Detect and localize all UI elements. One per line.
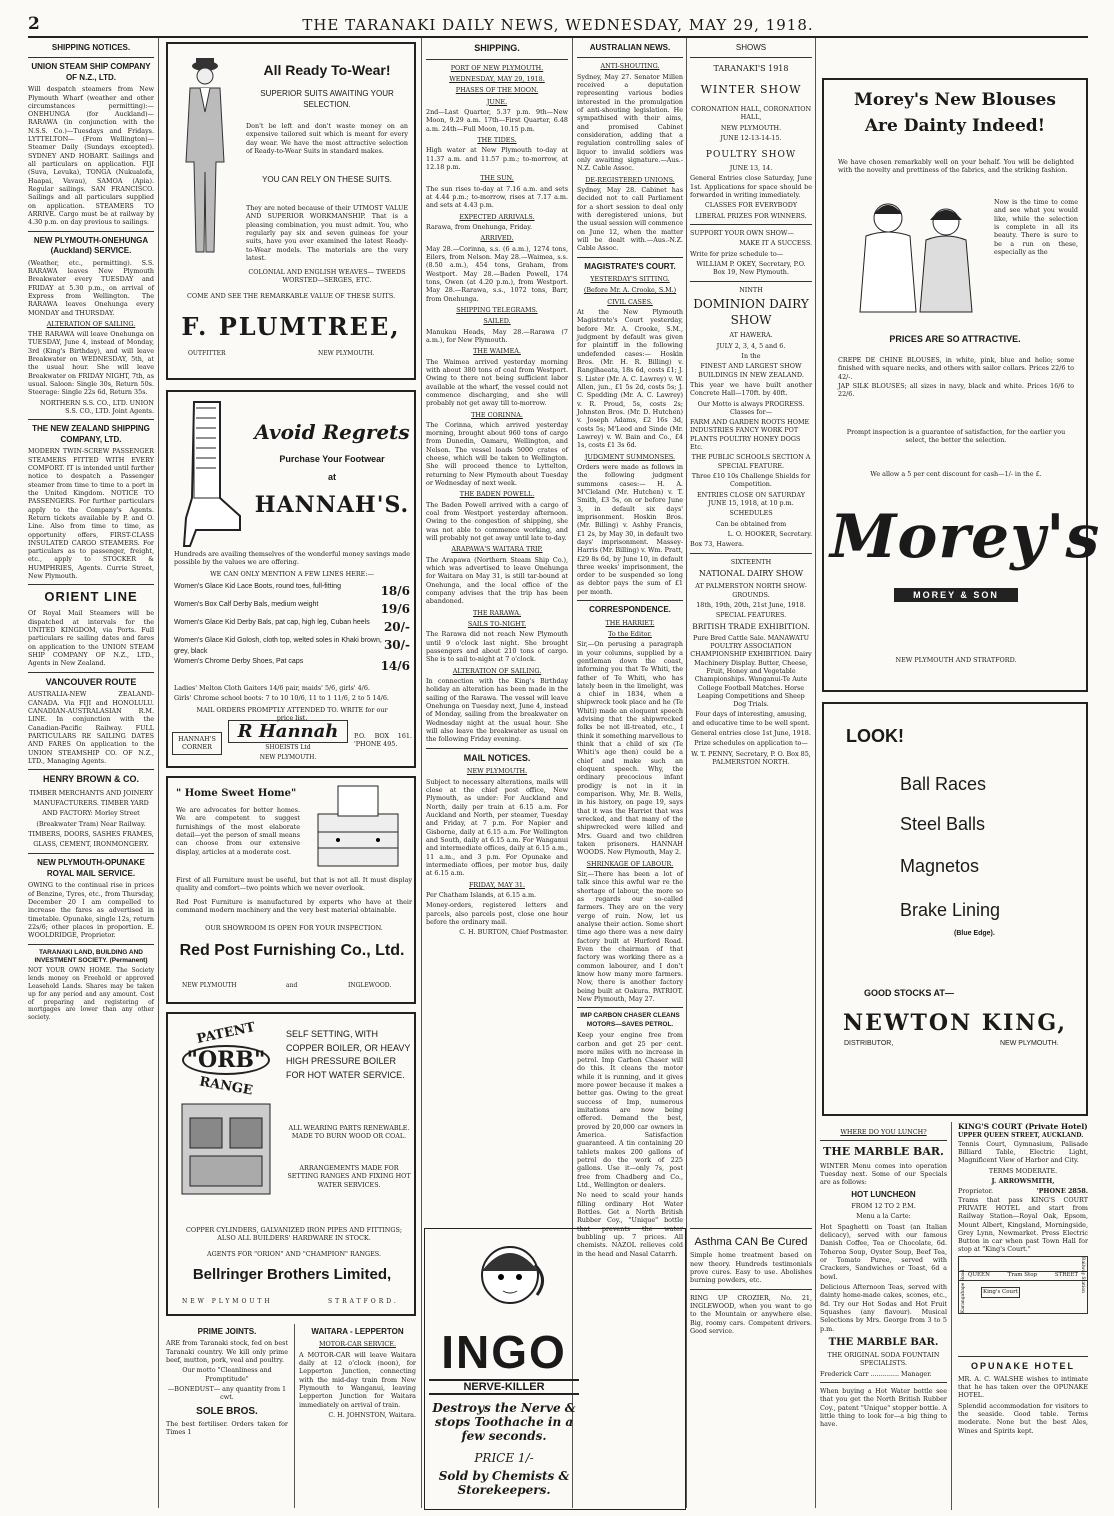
orb-range: RANGE <box>198 1074 254 1099</box>
judgment-body: Orders were made as follows in the following judgment summons cases:— H. A. M'Cleland (Mr. Hutchen) v. T. Smith, £3 5s, on or before June 3, in default six days' imprisonment. Hoskin Bros. (Mr. Billing) v. Ashby Francis, £1 2s, by May 30, in default two days' imprisonment. Massey-Harris (Mr. Billing) v. Wm. Pratt, £29 8s 6d, by June 10, in default three weeks' imprisonment, the order to be suspended so long as debtor pays the sum of £1 per month. <box>577 462 683 596</box>
redpost-body3: Red Post Furniture is manufactured by experts who have at their command modern machinery and the very best material obtainable. <box>176 898 412 915</box>
national-dates: 18th, 19th, 20th, 21st June, 1918. <box>696 601 806 610</box>
manager: Frederick Carr .............. Manager. <box>820 1369 932 1378</box>
prime-heading: PRIME JOINTS. <box>197 1327 257 1336</box>
rarawa-body: The Rarawa did not reach New Plymouth until 9 o'clock last night. She brought passengers and about 210 tons of cargo. She is to sail to-night at 7 o'clock. <box>426 630 568 664</box>
waitara-sub: MOTOR-CAR SERVICE. <box>319 1340 396 1349</box>
opunake-body: MR. A. C. WALSHE wishes to intimate that he has taken over the OPUNAKE HOTEL. <box>958 1374 1088 1400</box>
redpost-showroom: OUR SHOWROOM IS OPEN FOR YOUR INSPECTION. <box>205 924 383 932</box>
hot-water-bottle: When buying a Hot Water bottle see that you get the North British Rubber Coy., patent "Unique" stopper bottle. A little thing to look for—a big thing to have. <box>820 1386 947 1429</box>
hannah-h2: Purchase Your Footwear <box>279 454 385 464</box>
winter-menu: WINTER Menu comes into operation Tuesday next. Some of our Specials are as follows: <box>820 1161 947 1187</box>
taranaki-1918: TARANAKI'S 1918 <box>713 64 789 74</box>
sole-bros: SOLE BROS. <box>196 1405 258 1417</box>
waitara-body: A MOTOR-CAR will leave Waitara daily at 12 o'clock (noon), for Lepperton Junction, connecting with the mid-day train from New Plymouth to Wanganui, leaving Lepperton Junction for Waitara immediately on arrival of train. <box>299 1350 416 1409</box>
port-date: WEDNESDAY, MAY 29, 1918. <box>449 75 545 84</box>
plumtree-place: NEW PLYMOUTH. <box>318 350 375 357</box>
before-magistrate: (Before Mr. A. Crooke, S.M.) <box>583 286 677 295</box>
alteration-body: THE RARAWA will leave Onehunga on TUESDAY, June 4, instead of Monday, 3rd (King's Birthday), and will leave Breakwater on WEDNESDAY, 5th, at the usual hour. She will leave Breakwater on FRIDAY NIGHT, 7th, as usual. Saloon: Single 30s, Return 50s. Steerage: Single 22s 6d, Return 35s. <box>28 330 154 397</box>
opunake-mail-body: OWING to the continual rise in prices of Benzine, Tyres, etc., from Thursday, December 20 I am compelled to increase the fares as advertised in timetable. Opunake, single 12s, return 22s/6; other places in proportion. E. WOOLDRIDGE, Proprietor. <box>28 881 154 940</box>
shrinkage-title: SHRINKAGE OF LABOUR. <box>586 859 674 868</box>
expected-body: Rarawa, from Onehunga, Friday. <box>426 222 533 231</box>
soda-specialists: THE ORIGINAL SODA FOUNTAIN SPECIALISTS. <box>827 1350 940 1368</box>
ingo-sold: Sold by Chemists & Storekeepers. <box>438 1469 570 1497</box>
anti-shouting-body: Sydney, May 27. Senator Millen received a deputation representing various bodies interested in the promulgation of anti-shouting legislation. He sympathised with their aims, and promised Cabinet consideration, adding that a regulation controlling sales of liquor to invalid soldiers was only awaiting signature.—Aus.-N.Z. Cable Assoc. <box>577 72 683 173</box>
concrete-hall: This year we have built another Concrete Hall—170ft. by 40ft. <box>690 380 812 398</box>
henry-brown-body: TIMBER MERCHANTS AND JOINERY MANUFACTURERS. TIMBER YARD AND FACTORY: Morley Street (Breakwater Tram) Near Railway. TIMBERS, DOORS, SASHES FRAMES, GLASS, CEMENT, IRONMONGERY. <box>28 788 154 849</box>
newspaper-title: THE TARANAKI DAILY NEWS, WEDNESDAY, MAY 29, 1918. <box>302 16 814 34</box>
liberal-prizes: LIBERAL PRIZES FOR WINNERS. <box>695 211 807 220</box>
look-heading: LOOK! <box>846 726 904 746</box>
crozier-ad: RING UP CROZIER, No. 21, INGLEWOOD, when you want to go to the Mountain or anywhere else. Big, roomy cars. Competent drivers. Good service. <box>690 1293 812 1335</box>
land-society-body: NOT YOUR OWN HOME. The Society lends money on Freehold or approved Leasehold Lands. Shares may be taken up for any period and any amount. Cost of preparing and registering of mortgages are lower than any other society. <box>28 967 154 1022</box>
page-number: 2 <box>28 14 40 34</box>
harriet-letter: Sir,—On perusing a paragraph in your columns, supplied by a gentleman down the coast, informing you that Te Whiti, the father of Te Whiti, who has lately been in the limelight, was a chief in 1834, when a shipwreck took place and he (Te Whiti) made an eloquent speech advising that the shipwrecked folks be not ill-treated, etc., I think it something marvellous to think that a child of six (Te Whiti's age then) could be a chief and make such an eloquent speech. Why, the ordinary precocious infant prodigy is not in it in comparison. Why, Mr. B. Wells, in his history, on page 19, says that it was the Harriet that was wrecked, and that many of the shipwrecked were killed and Mrs. Guard and two children taken prisoners. HANNAH WOODS. New Plymouth, May 2. <box>577 640 683 857</box>
distributor: DISTRIBUTOR, <box>844 1040 894 1047</box>
kings-court-proprietor-name: J. ARROWSMITH, <box>991 1176 1055 1185</box>
orb-logo: "ORB" <box>182 1045 270 1075</box>
sun-title: THE SUN. <box>480 174 514 183</box>
moreys-intro: We have chosen remarkably well on your behalf. You will be delighted with the novelty and prettiness of the fabrics, and the striking fashion. <box>838 158 1074 175</box>
price-row: Women's Glace Kid Lace Boots, round toes, full-fitting 18/6 <box>174 583 410 598</box>
okey-secretary: WILLIAM P. OKEY, Secretary, P.O. Box 19, New Plymouth. <box>696 260 806 277</box>
tides-title: THE TIDES. <box>477 135 517 144</box>
moreys-prompt: Prompt inspection is a guarantee of satisfaction, for the earlier you select, the better the selection. <box>846 428 1066 445</box>
orb-heading: SELF SETTING, WITH COPPER BOILER, OR HEAVY HIGH PRESSURE BOILER FOR HOT WATER SERVICE. <box>286 1029 411 1080</box>
proprietor-label: Proprietor. <box>958 1187 993 1196</box>
map-queen: QUEEN <box>967 1271 990 1278</box>
prime-motto: Our motto "Cleanliness and Promptitude" <box>182 1366 272 1383</box>
deregistered-title: DE-REGISTERED UNIONS. <box>585 175 675 184</box>
hannah-h1: Avoid Regrets <box>254 420 410 444</box>
bellringer-name: Bellringer Brothers Limited, <box>192 1266 392 1283</box>
ad-orb-range <box>166 1012 416 1316</box>
ad-red-post <box>166 776 416 1004</box>
mail-body: Subject to necessary alterations, mails will close at the chief post office, New Plymouth, as under: For Auckland and North, daily per train at 6.15 a.m. For Auckland and North, per steamer, Tuesday and Friday, at 7 p.m. For Napier and Gisborne, daily at 6.15 a.m. For Wellington and South, daily at 6.15 a.m. For Wanganui and intermediate offices, daily at 6.15 a.m., 11 a.m., and 3 p.m. For Opunake and intermediate offices, per motor bus, daily at 6.15 a.m. <box>426 777 568 878</box>
redpost-body2: First of all Furniture must be useful, but that is not all. It must display quality and comfort—two points which we never overlook. <box>176 876 412 893</box>
kings-court-terms: TERMS MODERATE. <box>988 1166 1058 1175</box>
feature-list: Pure Bred Cattle Sale. MANAWATU POULTRY ASSOCIATION CHAMPIONSHIP EXHIBITION. Dairy Machinery Display. Butter, Cheese, Fruit, Honey and Vegetable Championships. Wanganui-Te Aute College Football Matches. Horse Leaping Competitions and Sheep Dog Trials. <box>690 633 812 709</box>
mail-np: NEW PLYMOUTH. <box>466 767 528 776</box>
masthead <box>28 14 1088 38</box>
kings-court-trams: Trams that pass KING'S COURT PRIVATE HOTEL and start from Railway Station—Royal Oak, Epsom, Mount Albert, Kingsland, Morningside, Grey Lynn, Newmarket. Press Electric Button in car when past Town Hall for stop at "King's Court." <box>958 1195 1088 1254</box>
to-the-editor: To the Editor. <box>608 629 652 638</box>
plumtree-outfitter: OUTFITTER <box>188 350 226 357</box>
section-header: SHIPPING NOTICES. <box>51 43 131 52</box>
schools-section: THE PUBLIC SCHOOLS SECTION A SPECIAL FEATURE. <box>691 453 811 470</box>
shipping-header: SHIPPING. <box>474 43 520 53</box>
deregistered-body: Sydney, May 28. Cabinet has decided not to call Parliament for a short session to deal only with deregistered unions, but the usual session will commence on June 12, when the matter will be dealt with.—Aus.-N.Z. Cable Assoc. <box>577 185 683 253</box>
hannah-corner: HANNAH'S CORNER <box>172 732 222 755</box>
price-row: Women's Box Calf Derby Bals, medium weight 19/6 <box>174 601 410 616</box>
correspondence-title: CORRESPONDENCE. <box>589 605 671 615</box>
hannah-name: HANNAH'S. <box>254 492 410 518</box>
plumtree-come: COME AND SEE THE REMARKABLE VALUE OF THESE SUITS. <box>187 292 395 300</box>
shows-np: NEW PLYMOUTH. <box>720 123 782 132</box>
orient-body: Of Royal Mail Steamers will be dispatched at intervals for the UNITED KINGDOM, via Ports. Full particulars re sailing dates and fares on application to the UNION STEAM SHIP COMPANY OF N.Z., LTD., Agents in New Zealand. <box>28 609 154 668</box>
luncheon-hours: FROM 12 TO 2 P.M. <box>851 1202 916 1210</box>
column-shows <box>690 40 812 1226</box>
class-list: FARM AND GARDEN ROOTS HOME INDUSTRIES FANCY WORK POT PLANTS POULTRY HONEY DOGS Etc. <box>690 418 810 452</box>
redpost-place1: NEW PLYMOUTH <box>182 982 237 989</box>
sun-body: The sun rises to-day at 7.16 a.m. and sets at 4.44 p.m.; to-morrow, rises at 7.17 a.m. and sets at 4.43 p.m. <box>426 184 568 210</box>
palmerston-north-grounds: AT PALMERSTON NORTH SHOW-GROUNDS. <box>695 582 807 599</box>
column-rule <box>158 38 159 1508</box>
friday-title: FRIDAY, MAY 31. <box>468 880 526 889</box>
tides-body: High water at New Plymouth to-day at 11.37 a.m. and 11.57 p.m.; to-morrow, at 12.18 p.m. <box>426 146 568 171</box>
telegrams-title: SHIPPING TELEGRAMS. <box>456 305 538 314</box>
moreys-side: Now is the time to come and see what you would like, while the selection is complete in all its beauty. There is sure to be a run on these, especially as the <box>994 198 1078 256</box>
hot-water-bottle-note: No need to scald your hands filling ordinary Hot Water Bottles. Get a North British Rubber Coy., "Unique" bottle that prevents the water bubbling up. 7 prices. All chemists. NAZOL relieves cold in the head and Nasal Catarrh. <box>577 1191 683 1258</box>
orb-text4: AGENTS FOR "ORION" AND "CHAMPION" RANGES. <box>206 1250 381 1258</box>
baden-powell-body: The Baden Powell arrived with a cargo of coal from Westport yesterday afternoon. Owing to the congestion of shipping, she was not able to commence working, and will probably not get away until late to-day. <box>426 500 568 543</box>
map-tram-stop: Tram Stop <box>1007 1271 1038 1278</box>
column-news <box>577 40 683 1258</box>
map-street: STREET <box>1054 1271 1079 1278</box>
bellringer-place1: NEW PLYMOUTH <box>182 1298 273 1305</box>
vancouver-body: AUSTRALIA-NEW ZEALAND-CANADA. Via FIJI and HONOLULU. CANADIAN-AUSTRALASIAN R.M. LINE. In conjunction with the Canadian-Pacific Railway. FULL PARTICULARS RE SAILING DATES AND FARES On application to the UNION STEAMSHIP CO. OF N.Z., LTD., Managing Agents. <box>28 690 154 765</box>
harriet-title: THE HARRIET. <box>605 618 655 627</box>
hannah-po-box: P.O. BOX 161. 'PHONE 495. <box>354 732 412 749</box>
support-show: SUPPORT YOUR OWN SHOW— <box>690 229 794 238</box>
moon-phases: 2nd—Last Quarter, 5.37 p.m. 9th—New Moon, 9.29 a.m. 17th—First Quarter, 6.48 a.m. 24th—Full Moon, 10.15 p.m. <box>426 108 568 133</box>
plumtree-body2: They are noted because of their UTMOST VALUE AND SUPERIOR WORKMANSHIP. That is a pleasing combination, you must admit. You, who regularly pay six and seven guineas for your suits, have you ever examined the latest Ready-to-Wear models. The materials are the very latest. <box>246 204 408 262</box>
hannah-price-list <box>174 582 410 675</box>
alteration-sailing-body: In connection with the King's Birthday holiday an alteration has been made in the sailing of the Rarawa. The vessel will leave Onehunga on Tuesday next, June 4, instead of Monday, sailing from the breakwater on Wednesday night at the usual hour. She will also leave the breakwater as usual on the following Friday evening. <box>426 677 568 744</box>
bellringer-place2: STRATFORD. <box>328 1298 399 1305</box>
special-features: SPECIAL FEATURES. <box>715 611 787 620</box>
dresser-illustration <box>308 784 408 872</box>
shrinkage-letter: Sir,—There has been a lot of talk since this awful war re the shortage of labour, the more so as regards our so-called farmers. They are on the very verge of ruin. Now, let us analyse their action. Some short time ago there was a new dairy factory built at Hurford Road. Even the chairman of that factory was working there as a common labourer, and I don't know how many more farmers. Now, there is another factory being built at Oakura. PATRIOT. New Plymouth, May 27. <box>577 870 683 1003</box>
dairy-dates: JULY 2, 3, 4, 5 and 6. <box>716 341 786 350</box>
good-stocks: GOOD STOCKS AT— <box>864 988 954 998</box>
kings-court-name: KING'S COURT (Private Hotel) <box>958 1122 1088 1131</box>
redpost-body: We are advocates for better homes. We are competent to suggest furnishings of the most elaborate detail—yet the person of small means can choose from our extensive display, articles at a moderate cost. <box>176 806 300 856</box>
arrived-body: May 28.—Corinna, s.s. (6 a.m.), 1274 tons, Eilers, from Nelson. May 28.—Waimea, s.s. (8.50 a.m.), 454 tons, Graham, from Westport. May 28.—Baden Powell, 174 tons, Owen (at 4.20 p.m.), from Westport. May 28.—Rarawa, s.s., 1072 tons, Barr, from Onehunga. <box>426 244 568 303</box>
baden-powell-title: THE BADEN POWELL. <box>459 490 535 499</box>
opunake-hotel-name: OPUNAKE HOTEL <box>970 1361 1075 1371</box>
moreys-jap: JAP SILK BLOUSES; all sizes in navy, black and white. Prices 16/6 to 22/6. <box>838 382 1074 399</box>
imp-carbon-title: IMP CARBON CHASER CLEANS MOTORS—SAVES PETROL. <box>580 1012 680 1028</box>
poultry-show: POULTRY SHOW <box>705 150 797 161</box>
ingo-nerve-killer: NERVE-KILLER <box>429 1379 579 1395</box>
moreys-place: NEW PLYMOUTH AND STRATFORD. <box>895 656 1017 664</box>
plumtree-sub2: YOU CAN RELY ON THESE SUITS. <box>262 175 392 184</box>
money-orders-body: Money-orders, registered letters and parcels, also parcels post, close one hour before the ordinary mail. <box>426 901 568 926</box>
arapawa-body: The Arapawa (Northern Steam Ship Co.), which was advertised to leave Onehunga for Waitara on May 31, is still tar-bound at Onehunga, and the local office of the company advises that the trip has been abandoned. <box>426 555 568 606</box>
plumtree-lines: COLONIAL AND ENGLISH WEAVES— TWEEDS WORSTED—SERGES, ETC. <box>248 268 406 285</box>
ad-newton-king <box>822 702 1088 1116</box>
sixteenth: SIXTEENTH <box>730 557 772 566</box>
price-row: Women's Glace Kid Derby Bals, pat cap, high leg, Cuban heels 20/- <box>174 619 410 634</box>
land-society-title: TARANAKI LAND, BUILDING AND INVESTMENT SOCIETY. (Permanent) <box>34 948 148 964</box>
make-it-success: MAKE IT A SUCCESS. <box>739 239 812 248</box>
opunake-body2: Splendid accommodation for visitors to the seaside. Good table. Terms moderate. None but the best Ales, Wines and Spirits kept. <box>958 1401 1088 1435</box>
orb-text1: ALL WEARING PARTS RENEWABLE. MADE TO BURN WOOD OR COAL. <box>288 1124 410 1141</box>
ad-kings-court <box>958 1122 1088 1346</box>
alteration-sailing-title: ALTERATION OF SAILING. <box>452 666 542 675</box>
redpost-and: and <box>286 982 298 989</box>
judgment-title: JUDGMENT SUMMONSES. <box>584 452 676 461</box>
orient-title: ORIENT LINE <box>44 589 138 605</box>
ingo-price: PRICE 1/- <box>474 1451 534 1465</box>
port-title: PORT OF NEW PLYMOUTH. <box>450 63 544 72</box>
prime-tail: The best fertiliser. Orders taken for Times 1 <box>166 1419 288 1437</box>
hannah-place: NEW PLYMOUTH. <box>259 754 317 761</box>
hannah-line2: Girls' Chrome school boots: 7 to 10 10/6, 11 to 1 11/6, 2 to 5 14/6. <box>174 694 389 702</box>
redpost-heading: " Home Sweet Home" <box>176 788 297 799</box>
plumtree-sub1: SUPERIOR SUITS AWAITING YOUR SELECTION. <box>260 89 394 110</box>
where-lunch: WHERE DO YOU LUNCH? <box>840 1128 927 1136</box>
moreys-logo: Morey's <box>830 502 1101 572</box>
sailed-title: SAILED. <box>483 317 511 326</box>
column-rule <box>421 38 422 1508</box>
ad-moreys <box>822 78 1101 692</box>
expected-title: EXPECTED ARRIVALS. <box>459 212 535 221</box>
opunake-mail-title: NEW PLYMOUTH-OPUNAKE ROYAL MAIL SERVICE. <box>37 858 145 878</box>
schedules: SCHEDULES <box>729 509 773 518</box>
civil-cases-body: At the New Plymouth Magistrate's Court yesterday, before Mr. A. Crooke, S.M., judgment by default was given for plaintiff in the following undefended cases:— Hoskin Bros. (Mr. H. R. Billing) v. Rangihaeata, 18s 6d, costs £1; J. S. Lister (Mr. A. C. Lawrey) v. W. Allen, jun., £1 5s 2d, costs 5s; J. C. Spedding (Mr. A. C. Lawrey) v. R. Proud, 5s, costs 2s; Johnston Bros. (Mr. D. Hutchen) v. Joseph Adams, £2 16s 3d, costs 5s; M'Leod and Sinde (Mr. Lawrey) v. W. Bain and Co., £4 1s, costs £1 3s 6d. <box>577 307 683 450</box>
stove-icon <box>174 1094 278 1204</box>
sailed-body: Manukau Heads, May 28.—Rarawa (7 a.m.), for New Plymouth. <box>426 327 568 344</box>
hooker-secretary: L. O. HOOKER, Secretary. <box>727 530 812 539</box>
hot-luncheon: HOT LUNCHEON <box>851 1189 916 1199</box>
kings-court-address: UPPER QUEEN STREET, AUCKLAND. <box>958 1131 1084 1139</box>
rarawa-sub: SAILS TO-NIGHT. <box>467 620 527 629</box>
ad-plumtree <box>166 42 416 380</box>
dominion-dairy-show: DOMINION DAIRY SHOW <box>693 297 809 327</box>
girl-with-toothache-illustration <box>465 1235 555 1325</box>
chatham-body: Per Chatham Islands, at 6.15 a.m. <box>426 890 537 899</box>
column-rule <box>686 38 687 1508</box>
nz-shipping-body: MODERN TWIN-SCREW PASSENGER STEAMERS FITTED WITH EVERY COMFORT. IT is intended until further notice to despatch a Passenger steamer from time to time to a port in the United Kingdom. NOTICE TO PASSENGERS. For further particulars apply to the Company's Agents. Return tickets available by P. and O. Line. Also from time to time, as opportunity offers, FIRST-CLASS INSULATED CARGO STEAMERS. For particulars as to passenger, freight, etc., apply to STOCKER & HUMPHRIES, Agents. Currie Street, New Plymouth. <box>28 447 154 581</box>
winter-show: WINTER SHOW <box>700 82 802 96</box>
four-days: Four days of interesting, amusing, and educative time to be well spent. <box>692 710 810 727</box>
nz-shipping-title: THE NEW ZEALAND SHIPPING COMPANY, LTD. <box>32 424 150 444</box>
redpost-place2: INGLEWOOD. <box>348 982 392 989</box>
magistrates-court-title: MAGISTRATE'S COURT. <box>584 261 676 271</box>
entries-close: ENTRIES CLOSE ON SATURDAY JUNE 15, 1918, at 10 p.m. <box>696 490 806 508</box>
joint-agents: NORTHERN S.S. CO., LTD. UNION S.S. CO., LTD. Joint Agents. <box>40 398 154 416</box>
asthma-body: Simple home treatment based on new theory. Hundreds testimonials prove cures. Easy to use. Abolishes burning powders, etc. <box>690 1251 812 1285</box>
moreys-son: MOREY & SON <box>894 588 1018 602</box>
hannah-signature: R Hannah <box>228 720 348 743</box>
arapawa-title: ARAPAWA'S WAITARA TRIP. <box>451 545 543 554</box>
marble-bar-name: THE MARBLE BAR. <box>823 1145 944 1159</box>
shows-header: SHOWS <box>735 43 767 52</box>
moon-month: JUNE. <box>486 97 508 106</box>
ad-waitara-motor <box>294 1324 416 1508</box>
menu-body: Hot Spaghetti on Toast (an Italian delicacy), served with our famous Danish Coffee, Tea or Chocolate, 6d. Toheroa Soup, Oyster Soup, Beef Tea, or Tomato Puree, served with Crackers, Sandwiches or Toast, 6d a bowl. <box>820 1222 947 1281</box>
mail-notices-title: MAIL NOTICES. <box>463 752 531 763</box>
orb-text3: COPPER CYLINDERS, GALVANIZED IRON PIPES AND FITTINGS; ALSO ALL BUILDERS' HARDWARE IN STOCK. <box>185 1226 402 1243</box>
australian-news-header: AUSTRALIAN NEWS. <box>589 43 671 52</box>
ad-marble-bar <box>820 1122 952 1510</box>
general-entries: General Entries close Saturday, June 1st. Applications for space should be forwarded in writing immediately. <box>690 174 812 200</box>
hannah-shoeists: SHOEISTS Ltd <box>265 744 311 751</box>
prime-bonedust: —BONEDUST— any quantity from 1 cwt. <box>167 1385 287 1402</box>
moreys-h2: Are Dainty Indeed! <box>864 116 1046 136</box>
column-rule <box>815 38 816 1508</box>
plumtree-body1: Don't be left and don't waste money on an expensive tailored suit which is meant for every day wear. We have the most attractive selection of Ready-to-Wear Suits in standard makes. <box>246 122 408 155</box>
asthma-heading: Asthma CAN Be Cured <box>694 1236 808 1248</box>
penny-secretary: W. T. PENNY, Secretary, P. O. Box 85, PALMERSTON NORTH. <box>691 749 811 767</box>
price-row: Women's Chrome Derby Shoes, Pat caps 14/6 <box>174 658 410 673</box>
obtained-from: Can be obtained from <box>715 519 787 528</box>
item-brake-lining: Brake Lining <box>900 900 1001 920</box>
map-kings-court: King's Court <box>981 1287 1020 1298</box>
kings-court-body: Tennis Court, Gymnasium, Palisade Billiard Table, Electric Light, Magnificent View of Harbor and City. <box>958 1139 1088 1165</box>
item-magnetos: Magnetos <box>900 856 980 876</box>
map-railway: Railway Station <box>1080 1256 1085 1293</box>
write-schedule: Write for prize schedule to— <box>690 249 784 258</box>
ingo-destroys: Destroys the Nerve & stops Toothache in a few seconds. <box>432 1401 576 1443</box>
hannah-mail: MAIL ORDERS PROMPTLY ATTENDED TO. WRITE for our price list. <box>196 706 388 723</box>
civil-cases-title: CIVIL CASES. <box>607 297 653 306</box>
national-dairy-show: NATIONAL DAIRY SHOW <box>698 569 804 579</box>
moreys-discount: We allow a 5 per cent discount for cash—1/- in the £. <box>870 470 1042 478</box>
corinna-body: The Corinna, which arrived yesterday morning, brought about 960 tons of cargo from Dunedin, Oamaru, Wellington, and Nelson. The vessel loads 5000 crates of cheese, which will be taken to Wellington. She will proceed thence to Lyttelton, returning to New Plymouth about Tuesday or Wednesday of next week. <box>426 420 568 488</box>
hawera-box: Box 73, Hawera. <box>690 540 744 549</box>
ingo-logo: INGO <box>441 1326 567 1378</box>
winter-show-dates: JUNE 12-13-14-15. <box>720 134 782 143</box>
arrived-title: ARRIVED. <box>480 234 514 243</box>
menu-a-la-carte: Menu a la Carte: <box>856 1212 911 1221</box>
newton-place: NEW PLYMOUTH. <box>1000 1040 1059 1047</box>
challenge-shields: Three £10 10s Challenge Shields for Competition. <box>691 472 811 489</box>
price-row: Women's Glace Kid Golosh, cloth top, welted soles in Khaki brown, grey, black 30/- <box>174 637 410 655</box>
man-in-suit-illustration <box>174 52 236 262</box>
map-karangahape: Karangahape Road <box>961 1269 966 1313</box>
women-blouses-illustration <box>838 192 988 322</box>
alteration-title: ALTERATION OF SAILING. <box>46 319 136 328</box>
prime-body: ARE from Taranaki stock, fed on best Taranaki country. We kill only prime beef, mutton, pork, veal and poultry. <box>166 1339 288 1365</box>
waimea-body: The Waimea arrived yesterday morning with about 380 tons of coal from Westport. Owing to there not being sufficient labor available at the wharf, the vessel could not commence discharging, and she will probably not get away till to-morrow. <box>426 357 568 408</box>
union-body: Will despatch steamers from New Plymouth Wharf (weather and other circumstances permitting):— ONEHUNGA (for Auckland)— RARAWA (in conjunction with the N.S.S. Co.)—Tuesdays and Fridays. LYTTELTON— (From Wellington)— Steamer Daily (Sundays excepted). SYDNEY AND HOBART. Sailings and all particulars on application. FIJI (Suva, Levuka), TONGA (Nukualofa, Haapai, Vavau), SAMOA (Apia). Regular sailings. SAN FRANCISCO. Sailings and all particulars supplied on application. STEAMERS TO ARRIVE. Cargo must be at railway by 4.30 p.m. on day previous to sailings. <box>28 85 154 227</box>
general-entries-close: General entries close 1st June, 1918. <box>691 729 811 738</box>
plumtree-name: F. PLUMTREE, <box>181 312 401 341</box>
orb-text2: ARRANGEMENTS MADE FOR SETTING RANGES AND FIXING HOT WATER SERVICES. <box>287 1164 411 1189</box>
moreys-h1: Morey's New Blouses <box>854 90 1056 110</box>
hannah-at: at <box>327 472 336 482</box>
newton-king-name: NEWTON KING, <box>842 1010 1068 1036</box>
coronation-hall: CORONATION HALL, CORONATION HALL, <box>690 105 812 122</box>
item-ball-races: Ball Races <box>900 774 987 794</box>
in-the: In the <box>741 351 761 360</box>
hannah-mention: WE CAN ONLY MENTION A FEW LINES HERE:— <box>210 570 374 578</box>
ad-opunake-hotel <box>958 1352 1088 1510</box>
moon-title: PHASES OF THE MOON. <box>455 86 539 95</box>
vancouver-title: VANCOUVER ROUTE <box>45 676 137 687</box>
at-hawera: AT HAWERA. <box>729 331 773 340</box>
boot-illustration <box>176 398 246 548</box>
np-onehunga-title: NEW PLYMOUTH-ONEHUNGA (Auckland) SERVICE. <box>33 235 149 256</box>
plumtree-heading: All Ready To-Wear! <box>263 62 391 78</box>
hannah-line1: Ladies' Melton Cloth Gaiters 14/6 pair, maids' 5/6, girls' 4/6. <box>174 684 370 692</box>
orb-patent: PATENT <box>195 1019 257 1048</box>
ad-ingo <box>424 1228 686 1510</box>
marble-bar-name-2: THE MARBLE BAR. <box>828 1336 939 1348</box>
anti-shouting-title: ANTI-SHOUTING. <box>600 62 660 71</box>
redpost-name: Red Post Furnishing Co., Ltd. <box>179 942 405 959</box>
waitara-signature: C. H. JOHNSTON, Waitara. <box>328 1411 416 1420</box>
progress-motto: Our Motto is always PROGRESS. Classes for— <box>697 399 805 416</box>
henry-brown-title: HENRY BROWN & CO. <box>42 774 139 785</box>
ad-sole-bros <box>166 1324 288 1508</box>
prize-schedules: Prize schedules on application to— <box>694 739 808 748</box>
item-steel-balls: Steel Balls <box>900 814 986 834</box>
waitara-heading: WAITARA - LEPPERTON <box>311 1327 404 1336</box>
moreys-crepe: CREPE DE CHINE BLOUSES, in white, pink, blue and helio; some finished with square necks, and others with sailor collars. Prices 22/6 to 42/-. <box>838 356 1074 381</box>
moreys-prices: PRICES ARE SO ATTRACTIVE. <box>889 334 1021 344</box>
imp-carbon-body: Keep your engine free from carbon and get 25 per cent. more miles with no increase in petrol. Imp Carbon Chaser will do this. It cleans the motor while it is running, and it gives more power because it makes a better gas. Owing to the great success of Imp, numerous imitations are now being offered. Demand the best, proved by 20,000 car owners in America. Satisfaction guaranteed. A tin containing 20 tablets makes 200 gallons of petrol do the work of 225 gallons. Use it—only 7s, post free from Chadberg and Co., Ltd., Wellington or dealers. <box>577 1031 683 1190</box>
kings-court-phone: 'PHONE 2858. <box>1036 1187 1088 1196</box>
blue-edge: (Blue Edge). <box>954 930 995 937</box>
np-onehunga-body: (Weather, etc., permitting). S.S. RARAWA leaves New Plymouth Breakwater every TUESDAY and FRIDAY at 5.30 p.m., on arrival of Express from Wellington. The RARAWA leaves Onehunga every MONDAY and THURSDAY. <box>28 258 154 317</box>
poultry-dates: JUNE 13, 14. <box>729 164 773 173</box>
ad-hannahs <box>166 390 416 768</box>
postmaster-signature: C. H. BURTON, Chief Postmaster. <box>459 928 568 937</box>
orb-range-illustration <box>174 1020 278 1220</box>
waimea-title: THE WAIMEA. <box>473 347 521 356</box>
kings-court-map <box>958 1256 1088 1314</box>
ninth: NINTH <box>739 285 763 294</box>
corinna-title: THE CORINNA. <box>471 410 523 419</box>
rarawa-title: THE RARAWA. <box>472 608 522 617</box>
column-asthma <box>690 1224 812 1510</box>
column-shipping-notices <box>28 40 154 1510</box>
union-title: UNION STEAM SHIP COMPANY OF N.Z., LTD. <box>31 62 151 82</box>
yesterdays-sitting: YESTERDAY'S SITTING. <box>590 275 670 283</box>
hannah-intro: Hundreds are availing themselves of the wonderful money savings made possible by the values we are offering. <box>174 550 410 567</box>
classes-everybody: CLASSES FOR EVERYBODY <box>704 201 798 210</box>
afternoon-teas: Delicious Afternoon Teas, served with dainty home-made cakes, scones, etc., 8d. Try our Hot Sodas and Hot Fruit Squashes (any flavour). Musical Selections by Mrs. George from 3 to 5 p.m. <box>820 1282 947 1333</box>
british-trade: BRITISH TRADE EXHIBITION. <box>692 621 810 631</box>
finest-buildings: FINEST AND LARGEST SHOW BUILDINGS IN NEW ZEALAND. <box>698 362 804 379</box>
